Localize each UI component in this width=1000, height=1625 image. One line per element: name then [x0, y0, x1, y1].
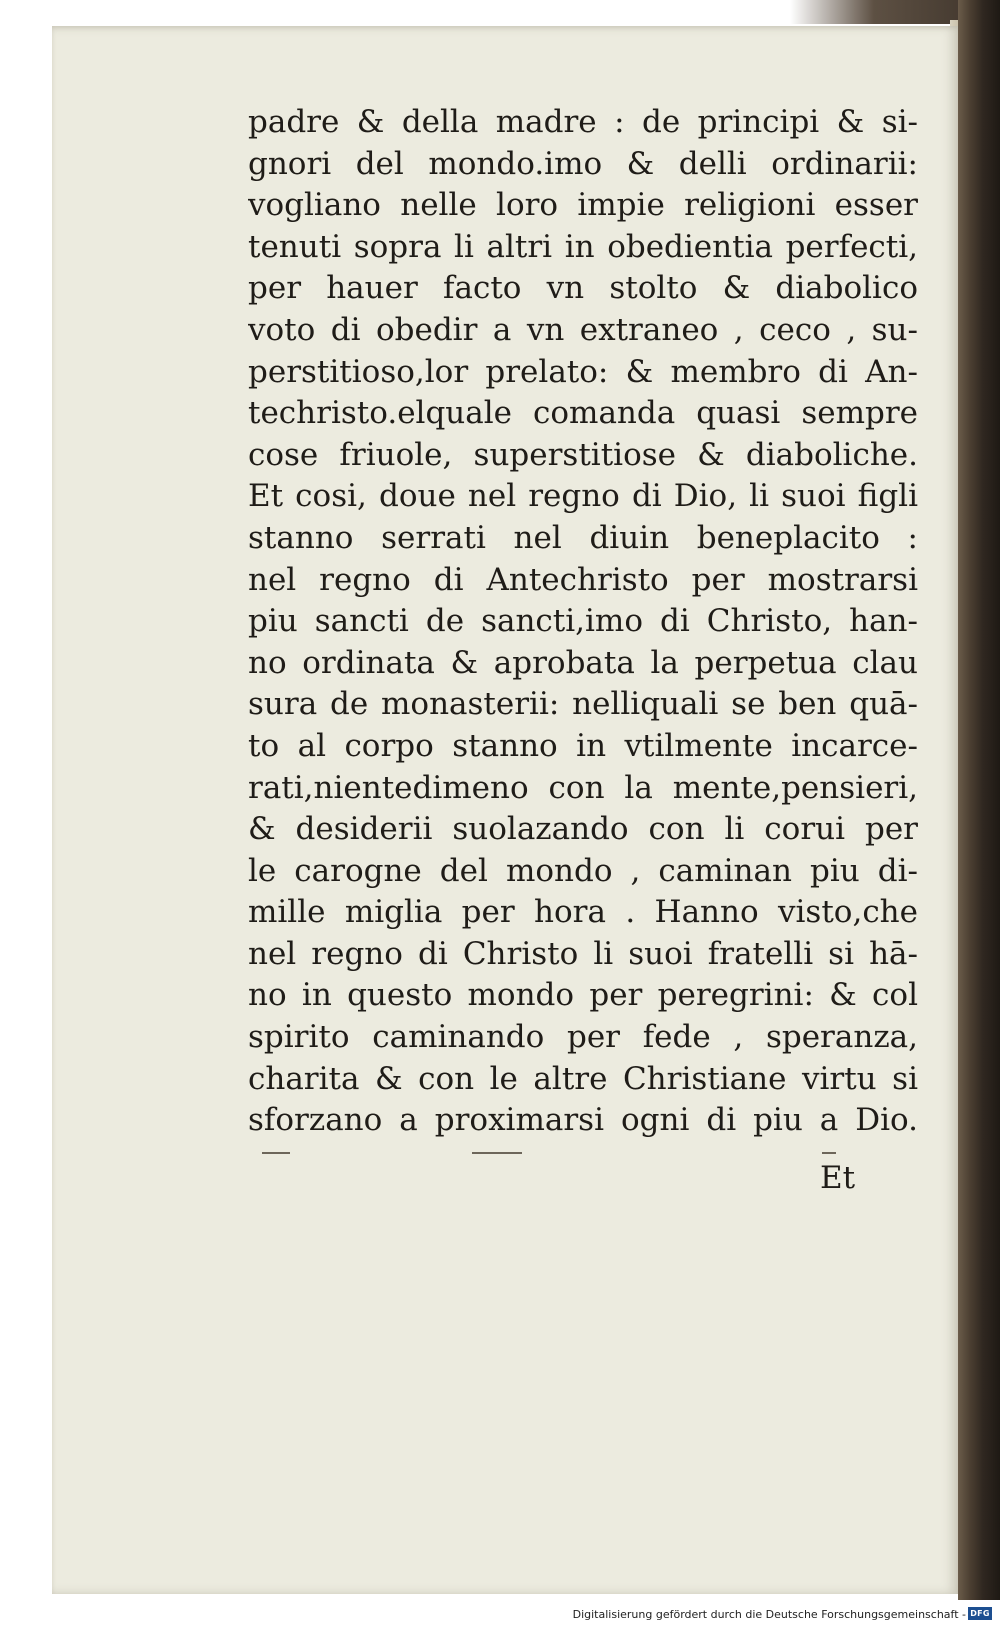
text-line: rati,nientedimeno con la mente,pensieri,: [248, 769, 918, 806]
print-mark: [472, 1152, 522, 1154]
book-binding: [958, 0, 1000, 1600]
print-marks: [262, 1150, 922, 1156]
text-line: mille miglia per hora . Hanno visto,che: [248, 894, 918, 931]
text-line: to al corpo stanno in vtilmente incarce-: [248, 727, 918, 764]
text-line: nel regno di Antechristo per mostrarsi: [248, 561, 918, 598]
text-line: cose friuole, superstitiose & diaboliche.: [248, 436, 918, 473]
text-line: stanno serrati nel diuin beneplacito :: [248, 519, 918, 556]
print-mark: [822, 1152, 836, 1154]
text-line: vogliano nelle loro impie religioni esser: [248, 187, 918, 224]
page-text: [248, 102, 918, 1142]
text-line: no in questo mondo per peregrini: & col: [248, 977, 918, 1014]
text-line: charita & con le altre Christiane virtu si: [248, 1060, 918, 1097]
text-line: perstitioso,lor prelato: & membro di An-: [248, 353, 918, 390]
text-line: no ordinata & aprobata la perpetua clau: [248, 644, 918, 681]
text-line: techristo.elquale comanda quasi sempre: [248, 395, 918, 432]
text-line: piu sancti de sancti,imo di Christo, han-: [248, 603, 918, 640]
text-line: nel regno di Christo li suoi fratelli si hā-: [248, 935, 918, 972]
print-mark: [262, 1152, 290, 1154]
text-line: gnori del mondo.imo & delli ordinarii:: [248, 145, 918, 182]
dfg-logo-icon: DFG: [968, 1607, 992, 1620]
text-line: le carogne del mondo , caminan piu di-: [248, 852, 918, 889]
text-line: voto di obedir a vn extraneo , ceco , su-: [248, 311, 918, 348]
text-line: padre & della madre : de principi & si-: [248, 104, 918, 140]
text-line: sura de monasterii: nelliquali se ben quā-: [248, 686, 918, 723]
text-line: tenuti sopra li altri in obedientia perfecti,: [248, 228, 918, 265]
catchword: Et: [820, 1160, 856, 1196]
text-line: & desiderii suolazando con li corui per: [248, 811, 918, 848]
footer-credit: Digitalisierung gefördert durch die Deutsche Forschungsgemeinschaft -: [572, 1608, 966, 1621]
text-line: sforzano a proximarsi ogni di piu a Dio.: [248, 1102, 918, 1139]
text-line: Et cosi, doue nel regno di Dio, li suoi figli: [248, 478, 918, 515]
text-line: per hauer facto vn stolto & diabolico: [248, 270, 918, 307]
text-line: spirito caminando per fede , speranza,: [248, 1019, 918, 1056]
